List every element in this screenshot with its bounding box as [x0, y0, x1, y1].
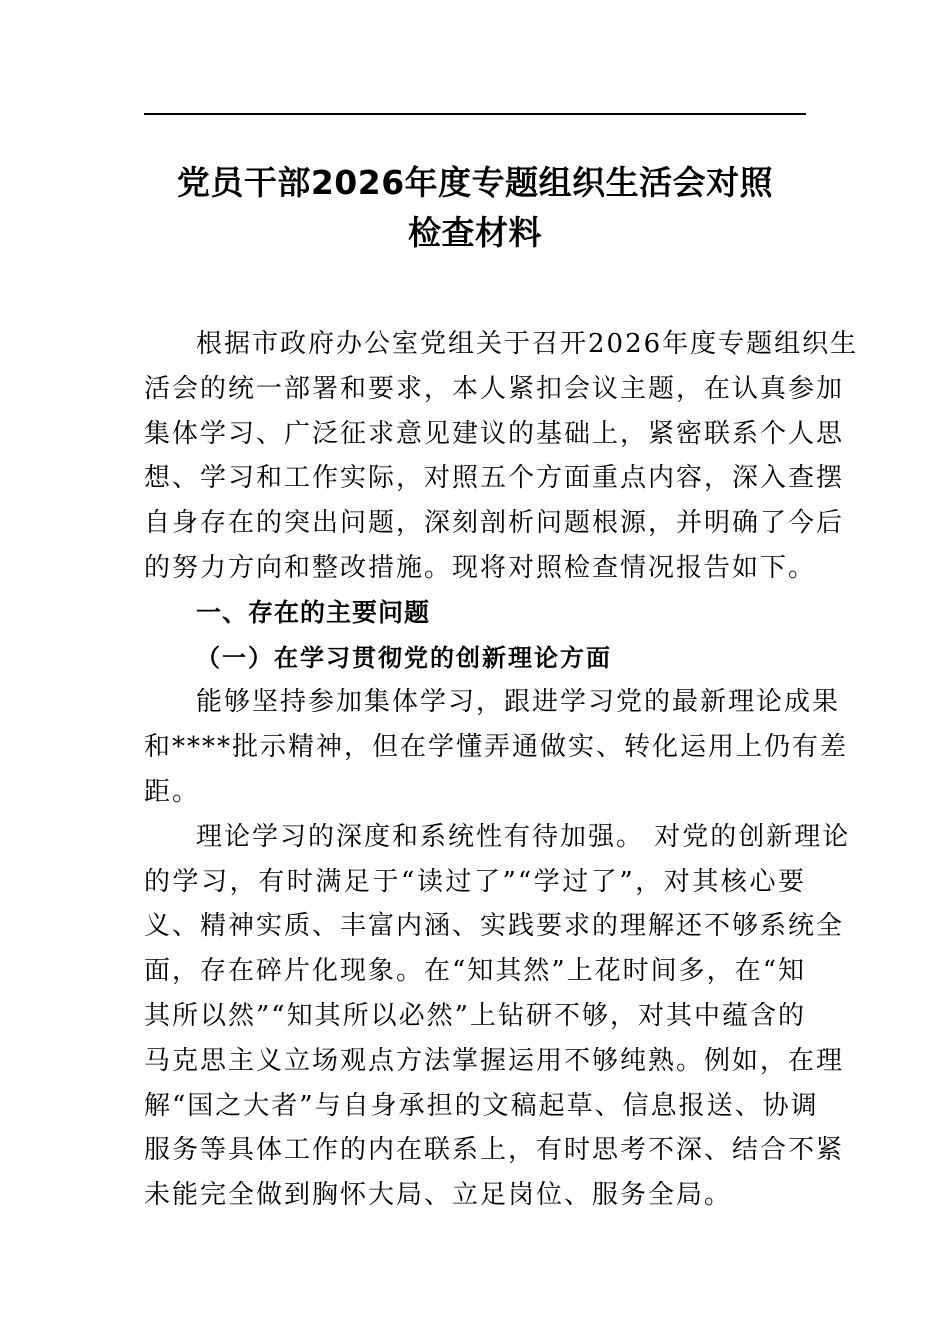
paragraph-line: 其所以然”“知其所以必然”上钻研不够，对其中蕴含的	[144, 1000, 806, 1031]
document-body	[144, 322, 859, 1218]
paragraph-line: 义、精神实质、丰富内涵、实践要求的理解还不够系统全	[144, 911, 845, 942]
paragraph-line: 能够坚持参加集体学习，跟进学习党的最新理论成果	[196, 687, 841, 718]
paragraph-line: 面，存在碎片化现象。在“知其然”上花时间多，在“知	[144, 956, 806, 987]
paragraph-line: 距。	[144, 776, 201, 807]
header-rule	[144, 113, 806, 115]
title-line-2: 检查材料	[408, 213, 542, 252]
subsection-heading: （一）在学习贯彻党的创新理论方面	[196, 642, 612, 672]
paragraph-line: 和****批示精神，但在学懂弄通做实、转化运用上仍有差	[144, 732, 849, 763]
paragraph-line: 解“国之大者”与自身承担的文稿起草、信息报送、协调	[144, 1090, 819, 1121]
intro-line: 的努力方向和整改措施。现将对照检查情况报告如下。	[144, 552, 817, 583]
paragraph-line: 马克思主义立场观点方法掌握运用不够纯熟。例如，在理	[144, 1045, 845, 1076]
intro-line: 想、学习和工作实际，对照五个方面重点内容，深入查摆	[144, 463, 845, 494]
title-line-1: 党员干部2026年度专题组织生活会对照	[176, 163, 774, 202]
section-heading: 一、存在的主要问题	[196, 597, 431, 627]
intro-line: 活会的统一部署和要求，本人紧扣会议主题，在认真参加	[144, 373, 845, 404]
document-title	[144, 158, 806, 258]
intro-line: 根据市政府办公室党组关于召开2026年度专题组织生	[196, 329, 859, 359]
paragraph-line: 服务等具体工作的内在联系上，有时思考不深、结合不紧	[144, 1135, 845, 1166]
body-paragraph	[144, 815, 851, 1218]
intro-line: 集体学习、广泛征求意见建议的基础上，紧密联系个人思	[144, 418, 845, 449]
intro-paragraph	[144, 322, 859, 591]
intro-line: 自身存在的突出问题，深刻剖析问题根源，并明确了今后	[144, 508, 845, 539]
paragraph-line: 的学习，有时满足于“读过了”“学过了”，对其核心要	[144, 866, 806, 897]
paragraph-line: 未能完全做到胸怀大局、立足岗位、服务全局。	[144, 1180, 733, 1211]
body-paragraph	[144, 680, 849, 814]
paragraph-line: 理论学习的深度和系统性有待加强。 对党的创新理论	[196, 821, 851, 852]
